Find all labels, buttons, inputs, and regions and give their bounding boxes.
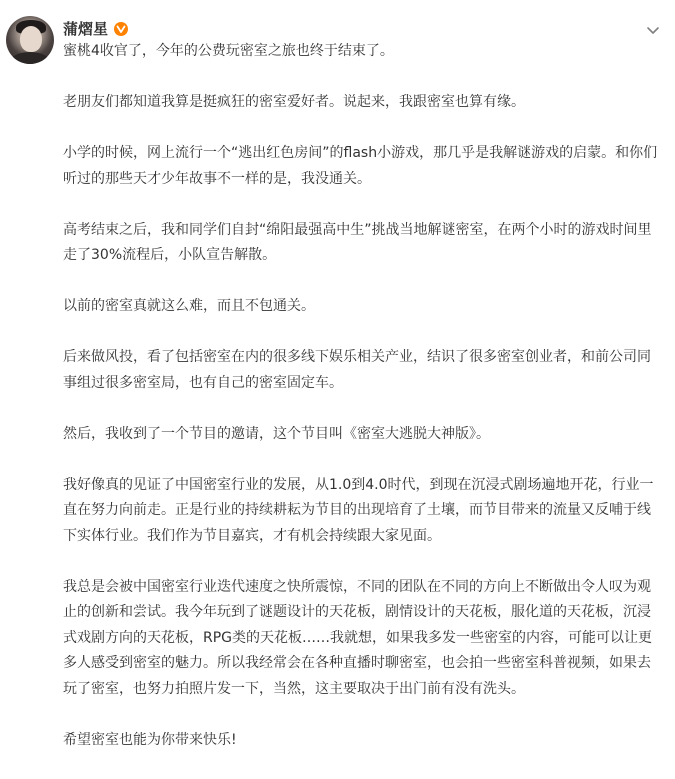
- post-paragraph: 以前的密室真就这么难，而且不包通关。: [63, 298, 315, 314]
- post-paragraph: 老朋友们都知道我算是挺疯狂的密室爱好者。说起来，我跟密室也算有缘。: [63, 94, 525, 110]
- verified-badge-icon: [114, 22, 128, 36]
- post-paragraph: 希望密室也能为你带来快乐!: [63, 731, 237, 748]
- post-paragraph: 后来做风投，看了包括密室在内的很多线下娱乐相关产业，结识了很多密室创业者，和前公司同事组过很多密室局，也有自己的密室固定车。: [63, 349, 651, 391]
- author-name[interactable]: 蒲熠星: [63, 20, 109, 38]
- chevron-down-icon[interactable]: [645, 22, 661, 38]
- post-paragraph: 小学的时候，网上流行一个“逃出红色房间”的flash小游戏，那几乎是我解谜游戏的启蒙。和你们听过的那些天才少年故事不一样的是，我没通关。: [63, 145, 658, 187]
- avatar-body: [10, 52, 50, 64]
- post-header: [63, 19, 128, 39]
- post-paragraph: 我总是会被中国密室行业迭代速度之快所震惊，不同的团队在不同的方向上不断做出令人叹为观止的创新和尝试。我今年玩到了谜题设计的天花板，剧情设计的天花板，服化道的天花板，沉浸式戏剧方向的天花板，RPG类的天花板……我就想，如果我多发一些密室的内容，可能可以让更多人感受到密室的魅力。所以我经常会在各种直播时聊密室，也会拍一些密室科普视频，如果去玩了密室，也努力拍照片发一下，当然，这主要取决于出门前有没有洗头。: [63, 578, 653, 697]
- post-paragraph: 高考结束之后，我和同学们自封“绵阳最强高中生”挑战当地解谜密室，在两个小时的游戏时间里走了30%流程后，小队宣告解散。: [63, 221, 652, 263]
- post-paragraph: 蜜桃4收官了，今年的公费玩密室之旅也终于结束了。: [63, 43, 394, 59]
- post-content: [63, 39, 663, 779]
- post-paragraph: 我好像真的见证了中国密室行业的发展，从1.0到4.0时代，到现在沉浸式剧场遍地开花，行业一直在努力向前走。正是行业的持续耕耘为节目的出现培育了土壤，而节目带来的流量又反哺于线下实体行业。我们作为节目嘉宾，才有机会持续跟大家见面。: [63, 476, 654, 544]
- post-paragraph: 然后，我收到了一个节目的邀请，这个节目叫《密室大逃脱大神版》。: [63, 425, 490, 442]
- avatar[interactable]: [6, 16, 54, 64]
- avatar-face: [20, 26, 42, 52]
